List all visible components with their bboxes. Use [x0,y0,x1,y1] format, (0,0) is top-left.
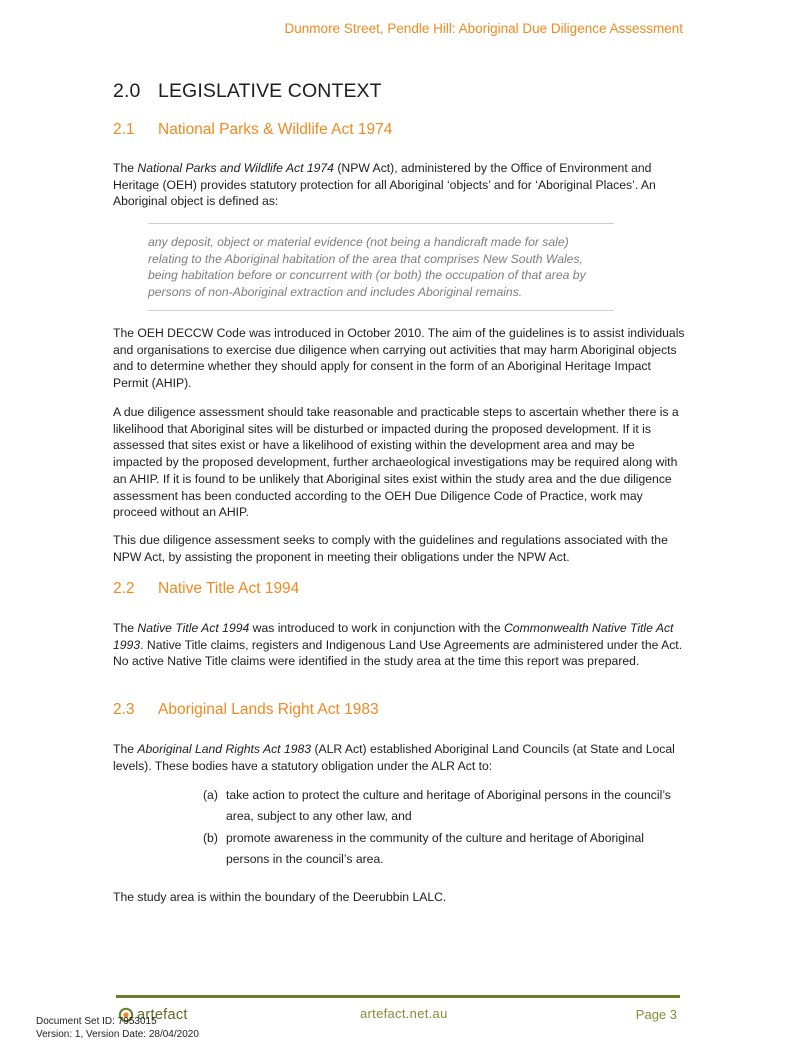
list-item-text: take action to protect the culture and heritage of Aboriginal persons in the council’s area, subject to any other law, and [226,785,671,827]
list-item [203,828,673,870]
text-run: The [113,161,137,175]
act-name-italic: Native Title Act 1994 [137,621,249,635]
paragraph-compliance: This due diligence assessment seeks to comply with the guidelines and regulations associated with the NPW Act, by assisting the proponent in meeting their obligations under the NPW Act. [113,532,685,565]
act-name-italic: National Parks and Wildlife Act 1974 [137,161,334,175]
paragraph-alr-act [113,741,685,774]
text-run: was introduced to work in conjunction with the [249,621,504,635]
footer-rule [116,995,680,998]
list-item [203,785,673,827]
footer-url: artefact.net.au [360,1006,448,1021]
running-header: Dunmore Street, Pendle Hill: Aboriginal Due Diligence Assessment [285,21,683,36]
paragraph-due-diligence: A due diligence assessment should take reasonable and practicable steps to ascertain whether there is a likelihood that Aboriginal sites will be disturbed or impacted during the proposed development. If it is assessed that sites exist or have a likelihood of existing within the development area and may be impacted by the proposed development, further archaeological investigations may be required along with an AHIP. If it is found to be unlikely that Aboriginal sites exist within the study area and the due diligence assessment has been conducted according to the OEH Due Diligence Code of Practice, work may proceed without an AHIP. [113,404,685,521]
text-run: The [113,742,137,756]
subsection-title: Aboriginal Lands Right Act 1983 [158,701,379,718]
list-item-label: (b) [203,828,218,849]
definition-quote: any deposit, object or material evidence (not being a handicraft made for sale) relating to the Aboriginal habitation of the area that comprises New South Wales, being habitation before or concurrent with (or both) the occupation of that area by persons of non-Aboriginal extraction and includes Aboriginal remains. [148,234,608,301]
section-title: LEGISLATIVE CONTEXT [158,80,382,102]
text-run: The [113,621,137,635]
logo-text: artefact [137,1007,188,1023]
paragraph-deccw-code: The OEH DECCW Code was introduced in October 2010. The aim of the guidelines is to assist individuals and organisations to exercise due diligence when carrying out activities that may harm Aboriginal objects and to determine whether they should apply for consent in the form of an Aboriginal Heritage Impact Permit (AHIP). [113,325,685,392]
subsection-number: 2.3 [113,701,158,719]
text-run: (NPW Act), administered by the Office of Environment and Heritage (OEH) provides statutory protection for all Aboriginal ‘objects’ and for ‘Aboriginal Places’. An Aboriginal object is defined as: [113,161,656,208]
section-number: 2.0 [113,80,158,103]
act-name-italic: Aboriginal Land Rights Act 1983 [137,742,311,756]
subsection-title: Native Title Act 1994 [158,580,299,597]
paragraph-study-area: The study area is within the boundary of the Deerubbin LALC. [113,889,685,906]
subsection-number: 2.2 [113,580,158,598]
subsection-number: 2.1 [113,121,158,139]
act-name-italic: Commonwealth Native Title Act 1993 [113,621,673,652]
paragraph-native-title [113,620,685,670]
subsection-heading-2-2 [113,580,299,598]
subsection-heading-2-3 [113,701,379,719]
text-run: . Native Title claims, registers and Indigenous Land Use Agreements are administered under the Act. No active Native Title claims were identified in the study area at the time this report was prepared. [113,638,682,669]
section-heading [113,80,382,103]
definition-quote-box [148,223,614,311]
document-set-id: Document Set ID: 7953015 [36,1016,199,1029]
page-number: Page 3 [636,1007,677,1022]
subsection-title: National Parks & Wildlife Act 1974 [158,121,392,138]
document-version: Version: 1, Version Date: 28/04/2020 [36,1029,199,1041]
paragraph-npw-intro [113,160,685,210]
text-run: (ALR Act) established Aboriginal Land Councils (at State and Local levels). These bodies have a statutory obligation under the ALR Act to: [113,742,675,773]
list-item-label: (a) [203,785,218,806]
list-item-text: promote awareness in the community of the culture and heritage of Aboriginal persons in the council’s area. [226,828,671,870]
document-metadata [36,1016,199,1041]
subsection-heading-2-1 [113,121,392,139]
